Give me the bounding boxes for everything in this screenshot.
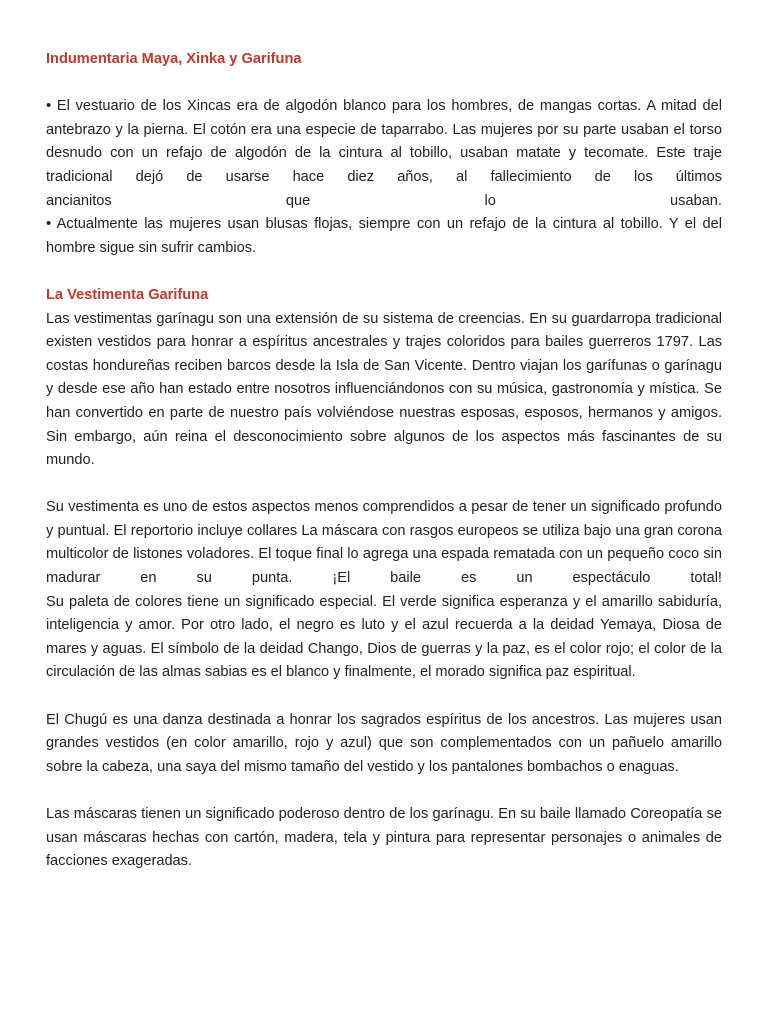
section-title-indumentaria: Indumentaria Maya, Xinka y Garifuna [46,51,302,67]
spacer [46,72,722,96]
bullet-paragraph-xincas-tail [46,190,722,214]
paragraph-paleta-colores: Su paleta de colores tiene un significado especial. El verde significa esperanza y el amarillo sabiduría, inteligencia y amor. Por otro lado, el negro es luto y el azul recuerda a la deidad Yemaya, Diosa de mares y aguas. El símbolo de la deidad Chango, Dios de guerras y la paz, es el color rojo; el color de la circulación de las almas sabias es el blanco y finalmente, el morado significa paz espiritual. [46,593,722,681]
section-title-vestimenta-garifuna: La Vestimenta Garifuna [46,286,209,303]
spacer [46,260,722,284]
document-page [46,48,722,874]
paragraph-chugu: El Chugú es una danza destinada a honrar los sagrados espíritus de los ancestros. Las mujeres usan grandes vestidos (en color amarillo, rojo y azul) que son complementados con un pañuelo amarillo sobre la cabeza, una saya del mismo tamaño del vestido y los pantalones bombachos o enaguas. [46,711,722,775]
paragraph-mascaras: Las máscaras tienen un significado poderoso dentro de los garínagu. En su baile llamado Coreopatía se usan máscaras hechas con cartón, madera, tela y pintura para representar personajes o animales de facciones exageradas. [46,806,722,870]
word: usaban. [670,192,722,209]
word: que [285,192,311,209]
word: ancianitos [46,192,112,209]
bullet-paragraph-actualmente: • Actualmente las mujeres usan blusas flojas, siempre con un refajo de la cintura al tobillo. Y el del hombre sigue sin sufrir cambios. [46,216,722,256]
word: lo [484,192,496,209]
spacer [46,473,722,497]
paragraph-vestimentas: Las vestimentas garínagu son una extensión de su sistema de creencias. En su guardarropa tradicional existen vestidos para honrar a espíritus ancestrales y trajes coloridos para bailes guerreros 1797. Las costas hondureñas reciben barcos desde la Isla de San Vicente. Dentro viajan los garífunas o garínagu y desde ese año han estado entre nosotros influenciándonos con su música, gastronomía y mística. Se han convertido en parte de nuestro país volviéndose nuestras esposas, esposos, hermanos y amigos. Sin embargo, aún reina el desconocimiento sobre algunos de los aspectos más fascinantes de su mundo. [46,310,722,469]
paragraph-su-vestimenta: Su vestimenta es uno de estos aspectos menos comprendidos a pesar de tener un significado profundo y puntual. El reportorio incluye collares La máscara con rasgos europeos se utiliza bajo una gran corona multicolor de listones voladores. El toque final lo agrega una espada rematada con un pequeño coco sin madurar en su punta. ¡El baile es un espectáculo total! [46,499,722,587]
bullet-paragraph-xincas: • El vestuario de los Xincas era de algodón blanco para los hombres, de mangas cortas. A mitad del antebrazo y la pierna. El cotón era una especie de taparrabo. Las mujeres por su parte usaban el torso desnudo con un refajo de algodón de la cintura al tobillo, usaban matate y tecomate. Este traje tradicional dejó de usarse hace diez años, al fallecimiento de los últimos [46,98,722,185]
spacer [46,685,722,709]
spacer [46,779,722,803]
